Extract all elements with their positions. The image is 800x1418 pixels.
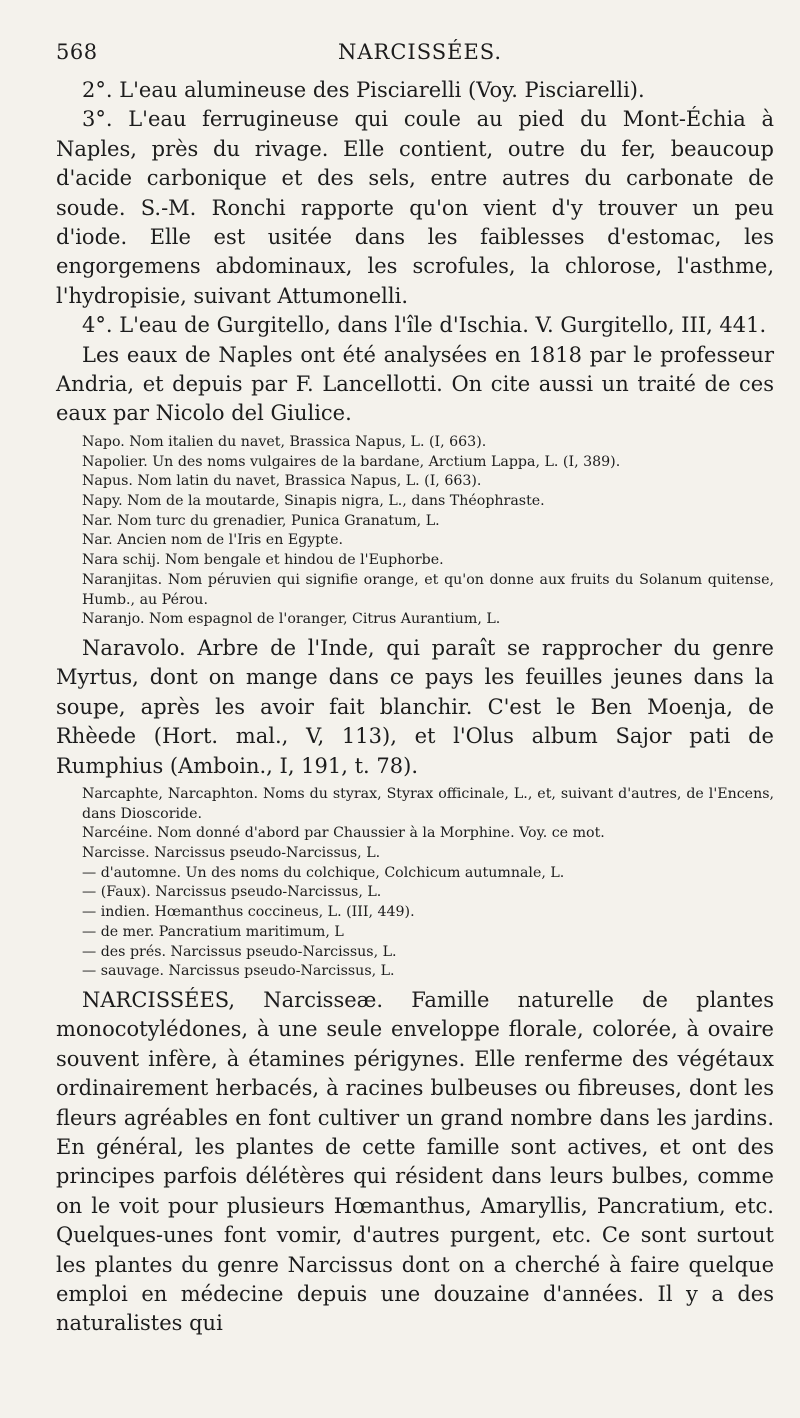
entry: Narcéine. Nom donné d'abord par Chaussier à la Morphine. Voy. ce mot. xyxy=(82,825,605,842)
entry: Napus. Nom latin du navet, Brassica Napus, L. (I, 663). xyxy=(82,473,482,490)
entry: Narcaphte, Narcaphton. Noms du styrax, Styrax officinale, L., et, suivant d'autres, de l'Encens, dans Dioscoride. xyxy=(82,785,774,822)
entry: Napolier. Un des noms vulgaires de la bardane, Arctium Lappa, L. (I, 389). xyxy=(82,453,621,470)
paragraph: Naravolo. Arbre de l'Inde, qui paraît se rapprocher du genre Myrtus, dont on mange dans ce pays les feuilles jeunes dans la soupe, après les avoir fait blanchir. C'est le Ben Moenja, de Rhèede (Hort. mal., V, 113), et l'Olus album Sajor pati de Rumphius (Amboin., I, 191, t. 78). xyxy=(56,635,774,778)
entry: — sauvage. Narcissus pseudo-Narcissus, L. xyxy=(82,963,395,980)
entry-narcissees xyxy=(56,986,774,1339)
entry-naples-waters xyxy=(56,76,774,429)
page-header xyxy=(56,40,774,76)
paragraph: 4°. L'eau de Gurgitello, dans l'île d'Ischia. V. Gurgitello, III, 441. xyxy=(82,313,767,338)
entry: — (Faux). Narcissus pseudo-Narcissus, L. xyxy=(82,884,382,901)
entry: Naranjo. Nom espagnol de l'oranger, Citrus Aurantium, L. xyxy=(82,611,501,628)
entry: Naranjitas. Nom péruvien qui signifie orange, et qu'on donne aux fruits du Solanum quitense, Humb., au Pérou. xyxy=(82,571,774,608)
entry: Nar. Nom turc du grenadier, Punica Granatum, L. xyxy=(82,512,440,529)
entry-naravolo xyxy=(56,634,774,781)
entries-narcaphte-narcisse xyxy=(56,785,774,982)
entry: Napo. Nom italien du navet, Brassica Napus, L. (I, 663). xyxy=(82,433,487,450)
entry: — des prés. Narcissus pseudo-Narcissus, L. xyxy=(82,943,397,960)
running-title: NARCISSÉES. xyxy=(338,40,503,64)
entry: — d'automne. Un des noms du colchique, Colchicum autumnale, L. xyxy=(82,864,565,881)
entry: — indien. Hœmanthus coccineus, L. (III, 449). xyxy=(82,904,415,921)
entry: Narcisse. Narcissus pseudo-Narcissus, L. xyxy=(82,845,381,862)
paragraph: 2°. L'eau alumineuse des Pisciarelli (Voy. Pisciarelli). xyxy=(82,78,645,102)
paragraph: 3°. L'eau ferrugineuse qui coule au pied du Mont-Échia à Naples, près du rivage. Elle contient, outre du fer, beaucoup d'acide carbonique et des sels, entre autres du carbonate de soude. S.-M. Ronchi rapporte qu'on vient d'y trouver un peu d'iode. Elle est usitée dans les faiblesses d'estomac, les engorgemens abdominaux, les scrofules, la chlorose, l'asthme, l'hydropisie, suivant Attumonelli. xyxy=(56,107,774,308)
entry: Napy. Nom de la moutarde, Sinapis nigra, L., dans Théophraste. xyxy=(82,492,545,509)
paragraph: Les eaux de Naples ont été analysées en 1818 par le professeur Andria, et depuis par F. Lancellotti. On cite aussi un traité de ces eaux par Nicolo del Giulice. xyxy=(56,342,774,426)
page-number: 568 xyxy=(56,40,98,64)
entries-napo-naranjo xyxy=(56,433,774,630)
entry: — de mer. Pancratium maritimum, L xyxy=(82,923,344,940)
paragraph: NARCISSÉES, Narcisseæ. Famille naturelle de plantes monocotylédones, à une seule enveloppe florale, colorée, à ovaire souvent infère, à étamines périgynes. Elle renferme des végétaux ordinairement herbacés, à racines bulbeuses ou fibreuses, dont les fleurs agréables en font cultiver un grand nombre dans les jardins. En général, les plantes de cette famille sont actives, et ont des principes parfois délétères qui résident dans leurs bulbes, comme on le voit pour plusieurs Hœmanthus, Amaryllis, Pancratium, etc. Quelques-unes font vomir, d'autres purgent, etc. Ce sont surtout les plantes du genre Narcissus dont on a cherché à faire quelque emploi en médecine depuis une douzaine d'années. Il y a des naturalistes qui xyxy=(56,987,774,1336)
entry: Nara schij. Nom bengale et hindou de l'Euphorbe. xyxy=(82,552,444,569)
entry: Nar. Ancien nom de l'Iris en Egypte. xyxy=(82,532,343,549)
